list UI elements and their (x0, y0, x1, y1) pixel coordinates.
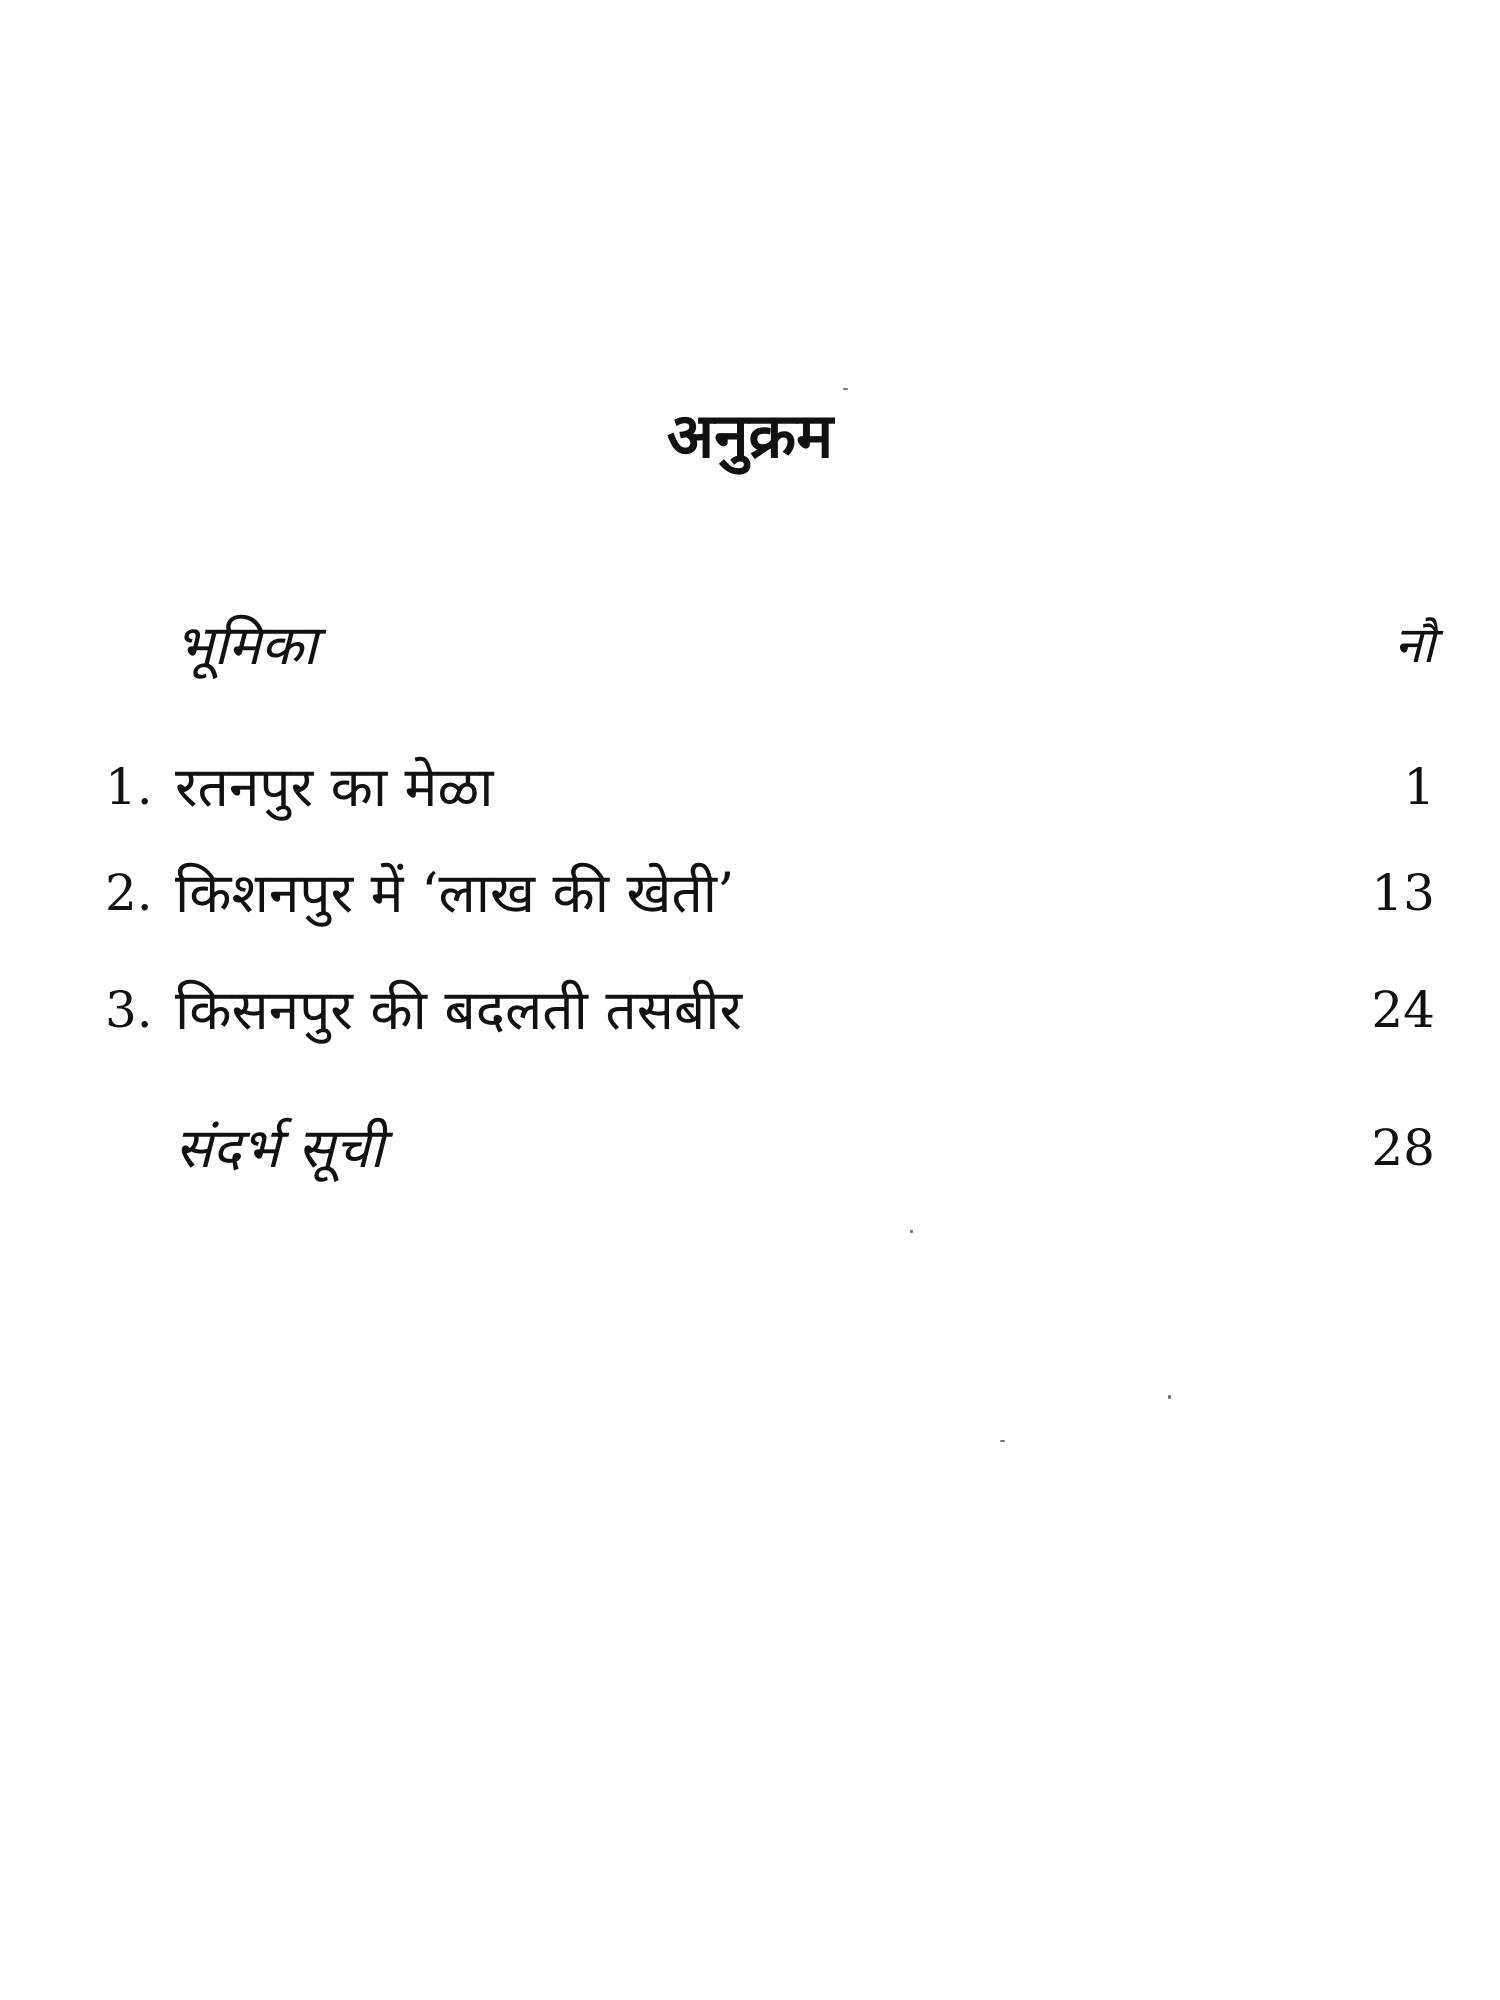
toc-entry-chapter-3 (0, 970, 1500, 1050)
toc-entry-page: नौ (1394, 616, 1435, 674)
scan-speck (1000, 1440, 1005, 1442)
toc-entry-number: 2. (105, 864, 153, 922)
toc-entry-preface (0, 605, 1500, 685)
toc-entry-label: रतनपुर का मेळा (175, 755, 494, 819)
toc-entry-label: किसनपुर की बदलती तसबीर (175, 978, 743, 1042)
toc-entry-page: 28 (1371, 1119, 1435, 1177)
toc-entry-page: 24 (1371, 981, 1435, 1039)
page-title: अनुक्रम (666, 399, 834, 472)
scan-speck (1168, 1395, 1171, 1399)
toc-entry-number: 3. (105, 981, 153, 1039)
toc-entry-references (0, 1108, 1500, 1188)
toc-entry-chapter-1 (0, 747, 1500, 827)
toc-entry-label: भूमिका (175, 613, 318, 677)
toc-entry-page: 13 (1371, 864, 1435, 922)
toc-entry-page: 1 (1403, 758, 1435, 816)
toc-entry-chapter-2 (0, 853, 1500, 933)
scan-speck (843, 388, 848, 390)
scan-speck (910, 1230, 913, 1233)
toc-entry-label: किशनपुर में ‘लाख की खेती’ (175, 861, 735, 925)
toc-entry-label: संदर्भ सूची (175, 1116, 384, 1180)
toc-entry-number: 1. (105, 758, 153, 816)
